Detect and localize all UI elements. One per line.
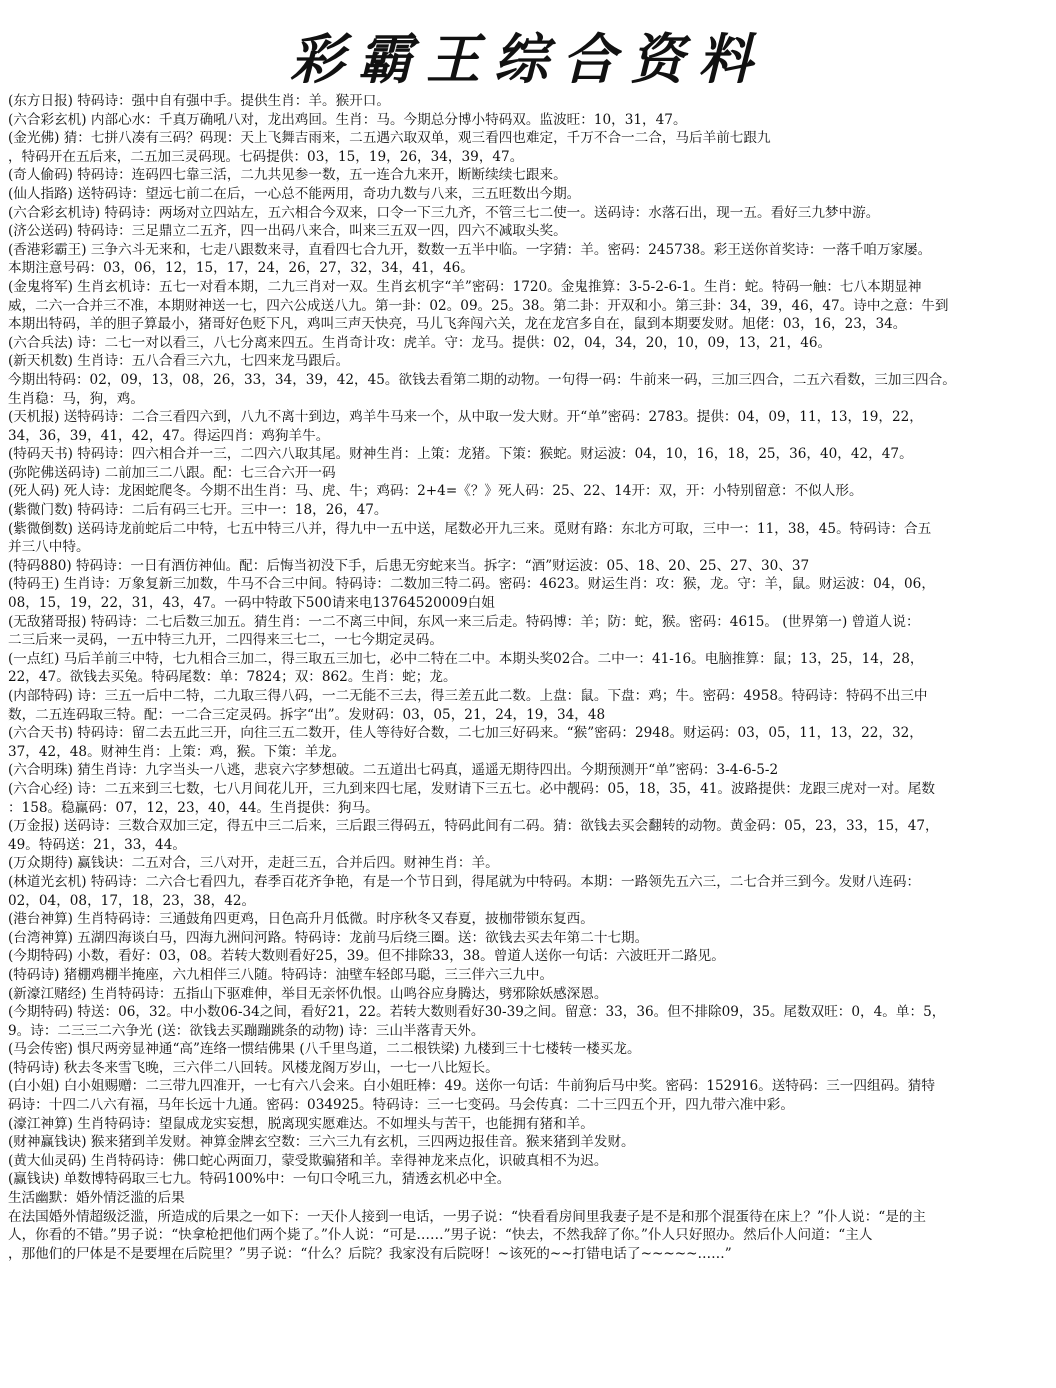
text-line: (濠江神算) 生肖特码诗：望鼠成龙实妄想，脱离现实愿难达。不如埋头与苦干，也能拥有猪和羊。	[8, 1115, 594, 1132]
text-line: (新天机数) 生肖诗：五八合看三六九，七四来龙马跟后。	[8, 353, 350, 370]
text-line: (林道光玄机) 特码诗：二六合七看四九，春季百花齐争艳，有是一个节日到，得尾就为中特码。本期：一路领先五六三，二七合并三到今。发财八连码：	[8, 873, 921, 890]
text-line: (今期特码) 小数，看好：03，08。若转大数则看好25，39。但不排除33，38。曾道人送你一句话：六波旺开二路见。	[8, 948, 725, 965]
text-line: 威，二六一合并三不准，本期财神送一七，四六公成送八九。第一卦：02。09。25。38。第二卦：开双和小。第三卦：34，39，46，47。诗中之意：牛到	[8, 297, 949, 314]
text-line: 49。特码送：21，33，44。	[8, 836, 186, 853]
text-line: 并三八中特。	[8, 539, 90, 556]
text-line: 数，二五连码取三特。配：一二合三定灵码。拆字“出”。发财码：03，05，21，24，19，34，48	[8, 706, 606, 723]
text-line: (万众期待) 赢钱诀：二五对合，三八对开，走赶三五，合并后四。财神生肖：羊。	[8, 855, 499, 872]
text-line: (六合彩玄机诗) 特码诗：两场对立四站左，五六相合今双来，口令一下三九齐，不管三七二使一。送码诗：水落石出，现一五。看好三九梦中游。	[8, 204, 880, 221]
text-line: (万金报) 送码诗：三数合双加三定，得五中三二后来，三后跟三得码五，特码此间有二码。猜：欲钱去买会翻转的动物。黄金码：05，23，33，15，47，	[8, 818, 939, 835]
text-line: (天机报) 送特码诗：二合三看四六到，八九不离十到边，鸡羊牛马来一个，从中取一发大财。开“单”密码：2783。提供：04，09，11，13，19，22，	[8, 409, 923, 426]
text-line: (六合兵法) 诗：二七一对以看三，八七分离来四五。生肖奇计攻：虎羊。守：龙马。提供：02，04，34，20，10，09，13，21，46。	[8, 334, 832, 351]
text-line: (奇人偷码) 特码诗：连码四七靠三活，二九共见参一数，五一连合九来开，断断续续七跟来。	[8, 167, 567, 184]
text-line: (马会传密) 惧尺两旁显神通“高”连络一惯结佛果 (八千里鸟道，二二根铁梁) 九楼到三十七楼转一楼买龙。	[8, 1041, 641, 1058]
text-line: (特码诗) 猪棚鸡棚半掩座，六九相伴三八随。特码诗：油壁车轻郎马聪，三三伴六三九中。	[8, 966, 554, 983]
text-line: ：158。稳赢码：07，12，23，40，44。生肖提供：狗马。	[8, 799, 379, 816]
text-line: (仙人指路) 送特码诗：望远七前二在后，一心总不能两用，奇功九数与八来，三五旺数出今期。	[8, 185, 581, 202]
text-line: 34，36，39，41，42，47。得运四肖：鸡狗羊牛。	[8, 427, 330, 444]
text-line: ，那他们的尸体是不是要埋在后院里？”男子说：“什么？后院？我家没有后院呀！~该死的~~打错电话了~~~~~……”	[8, 1245, 732, 1262]
text-line: (赢钱诀) 单数博特码取三七九。特码100%中：一句口令吼三九，猜透玄机必中全。	[8, 1171, 511, 1188]
text-line: (港台神算) 生肖特码诗：三通鼓角四更鸡，日色高升月低微。时序秋冬又春夏，披枷带锁东复西。	[8, 911, 594, 928]
text-line: (金光佛) 猜：七拼八凑有三码？码现：天上飞舞吉雨来，二五遇六取双单，观三看四也难定，千万不合一二合，马后羊前七跟九	[8, 130, 771, 147]
text-line: (今期特码) 特送：06，32。中小数06-34之间，看好21，22。若转大数则看好30-39之间。留意：33，36。但不排除09，35。尾数双旺：0，4。单：5，	[8, 1004, 946, 1021]
text-line: (六合心经) 诗：二五来到三七数，七八月间花儿开，三九到来四七尾，发财请下三五七。必中靓码：05，18，35，41。波路提供：龙跟三虎对一对。尾数	[8, 780, 935, 797]
text-line: 人，你看的不错。”男子说：“快拿枪把他们两个毙了。”仆人说：“可是……”男子说：“快去，不然我辞了你。”仆人只好照办。然后仆人问道：“主人	[8, 1227, 873, 1244]
text-line: (特码诗) 秋去冬来雪飞晚，三六伴二八回转。风楼龙阁万岁山，一七一八比短长。	[8, 1059, 499, 1076]
text-line: (紫微倒数) 送码诗龙前蛇后二中特，七五中特三八并，得九中一五中送，尾数必开九三来。觅财有路：东北方可取，三中一：11，38，45。特码诗：合五	[8, 520, 932, 537]
text-line: 9。诗：二三三二六争光 (送：欲钱去买蹦蹦跳条的动物) 诗：三山半落青天外。	[8, 1022, 485, 1039]
text-line: (东方日报) 特码诗：强中自有强中手。提供生肖：羊。猴开口。	[8, 93, 390, 109]
text-line: 02，04，08，17，18，23，38，42。	[8, 892, 256, 909]
text-line: 37，42，48。财神生肖：上策：鸡，猴。下策：羊龙。	[8, 743, 346, 760]
text-line: (白小姐) 白小姐赐赠：二三带九四准开，一七有六八会来。白小姐旺棒：49。送你一句话：牛前狗后马中奖。密码：152916。送特码：三一四组码。猜特	[8, 1078, 935, 1095]
text-line: 生活幽默：婚外情泛滥的后果	[8, 1190, 185, 1207]
page-title: 彩霸王综合资料	[290, 27, 766, 91]
text-line: (内部特码) 诗：三五一后中二特，二九取三得八码，一二无能不三去，得三差五此二数。上盘：鼠。下盘：鸡；牛。密码：4958。特码诗：特码不出三中	[8, 688, 928, 704]
text-line: 二三后来一灵码，一五中特三九开，二四得来三七二，一七今期定灵码。	[8, 632, 443, 649]
text-line: (台湾神算) 五湖四海谈白马，四海九洲问河路。特码诗：龙前马后绕三圈。送：欲钱去买去年第二十七期。	[8, 929, 649, 946]
text-line: 22，47。欲钱去买兔。特码尾数：单：7824；双：862。生肖：蛇；龙。	[8, 669, 457, 686]
text-line: (死人码) 死人诗：龙困蛇爬冬。今期不出生肖：马、虎、牛；鸡码：2+4=《？》死人码：25、22、14开：双，开：小特别留意：不似人形。	[8, 483, 863, 500]
text-line: (六合天书) 特码诗：留二去五此三开，向往三五二数开，佳人等待好合数，二七加三好码来。“猴”密码：2948。财运码：03，05，11，13，22，32，	[8, 725, 923, 742]
text-line: (弥陀佛送码诗) 二前加三二八跟。配：七三合六开一码	[8, 464, 336, 481]
text-line: (新濠江赌经) 生肖特码诗：五指山下驱难伸，举目无亲怀仇恨。山鸣谷应身腾达，劈邪除妖感深恩。	[8, 985, 608, 1002]
document-body	[8, 92, 1048, 1263]
text-line: 本期出特码，羊的胆子算最小，猪哥好色贬下凡，鸡叫三声天快亮，马儿飞奔闯六关，龙在龙宫多自在，鼠到本期要发财。旭佬：03，16，23，34。	[8, 316, 907, 333]
text-line: (香港彩霸王) 三争六斗无来和，七走八跟数来寻，直看四七合九开，数数一五半中临。一字猜：羊。密码：245738。彩王送你首奖诗：一落千咱万家屡。	[8, 241, 932, 258]
text-line: ，特码开在五后来，二五加三灵码现。七码提供：03，15，19，26，34，39，47。	[8, 148, 524, 165]
text-line: (济公送码) 特码诗：三足鼎立二五齐，四一出码八来合，叫来三五双一四，四六不减取头奖。	[8, 223, 567, 240]
text-line: (紫微门数) 特码诗：二后有码三七开。三中一：18，26，47。	[8, 502, 388, 519]
text-line: 生肖稳：马，狗，鸡。	[8, 390, 144, 407]
text-line: (无敌猪哥报) 特码诗：二七后数三加五。猜生肖：一二不离三中间，东风一来三后走。特码博：羊；防：蛇，猴。密码：4615。 (世界第一) 曾道人说：	[8, 613, 920, 630]
text-line: (特码880) 特码诗：一日有酒仿神仙。配：后悔当初没下手，后患无穷蛇来当。拆字：“酒”财运波：05、18、20、25、27、30、37	[8, 557, 810, 574]
text-line: (财神赢钱诀) 猴来猪到羊发财。神算金牌玄空数：三六三九有玄机，三四两边报佳音。猴来猪到羊发财。	[8, 1134, 635, 1151]
text-line: (特码王) 生肖诗：万象复新三加数，牛马不合三中间。特码诗：二数加三特二码。密码：4623。财运生肖：攻：猴，龙。守：羊，鼠。财运波：04，06，	[8, 576, 935, 593]
text-line: 今期出特码：02，09，13，08，26，33，34，39，42，45。欲钱去看第二期的动物。一句得一码：牛前来一码，三加三四合，二五六看数，三加三四合。	[8, 371, 956, 388]
text-line: (六合明珠) 猜生肖诗：九字当头一八逃，悲哀六字梦想破。二五道出七码真，遥遥无期待四出。今期预测开“单”密码：3-4-6-5-2	[8, 762, 779, 779]
text-line: 在法国婚外情超级泛滥，所造成的后果之一如下：一天仆人接到一电话，一男子说：“快看看房间里我妻子是不是和那个混蛋待在床上？”仆人说：“是的主	[8, 1208, 927, 1225]
text-line: 本期注意号码：03，06，12，15，17，24，26，27，32，34，41，46。	[8, 260, 474, 277]
text-line: (一点红) 马后羊前三中特，七九相合三加二，得三取五三加七，必中二特在二中。本期头奖02合。二中一：41-16。电脑推算：鼠；13，25，14，28，	[8, 650, 924, 667]
text-line: (金鬼将军) 生肖玄机诗：五七一对看本期，二九三肖对一双。生肖玄机字“羊”密码：1720。金鬼推算：3-5-2-6-1。生肖：蛇。特码一触：七八本期显神	[8, 278, 922, 295]
text-line: (黄大仙灵码) 生肖特码诗：佛口蛇心两面刀，蒙受欺骗猪和羊。幸得神龙来点化，识破真相不为迟。	[8, 1152, 608, 1169]
text-line: (六合彩玄机) 内部心水：千真万确吼八对，龙出鸡回。生肖：马。今期总分博小特码双。监波旺：10，31，47。	[8, 111, 687, 128]
text-line: 码诗：十四二八六有福，马年长远十九通。密码：034925。特码诗：三一七变码。马会传真：二十三四五个开，四九带六准中彩。	[8, 1097, 794, 1114]
text-line: (特码天书) 特码诗：四六相合并一三，二四六八取其尾。财神生肖：上策：龙猪。下策：猴蛇。财运波：04，10，16，18，25，36，40，42，47。	[8, 446, 913, 463]
text-line: 08，15，19，22，31，43，47。一码中特敢下500请来电13764520009白姐	[8, 595, 495, 612]
